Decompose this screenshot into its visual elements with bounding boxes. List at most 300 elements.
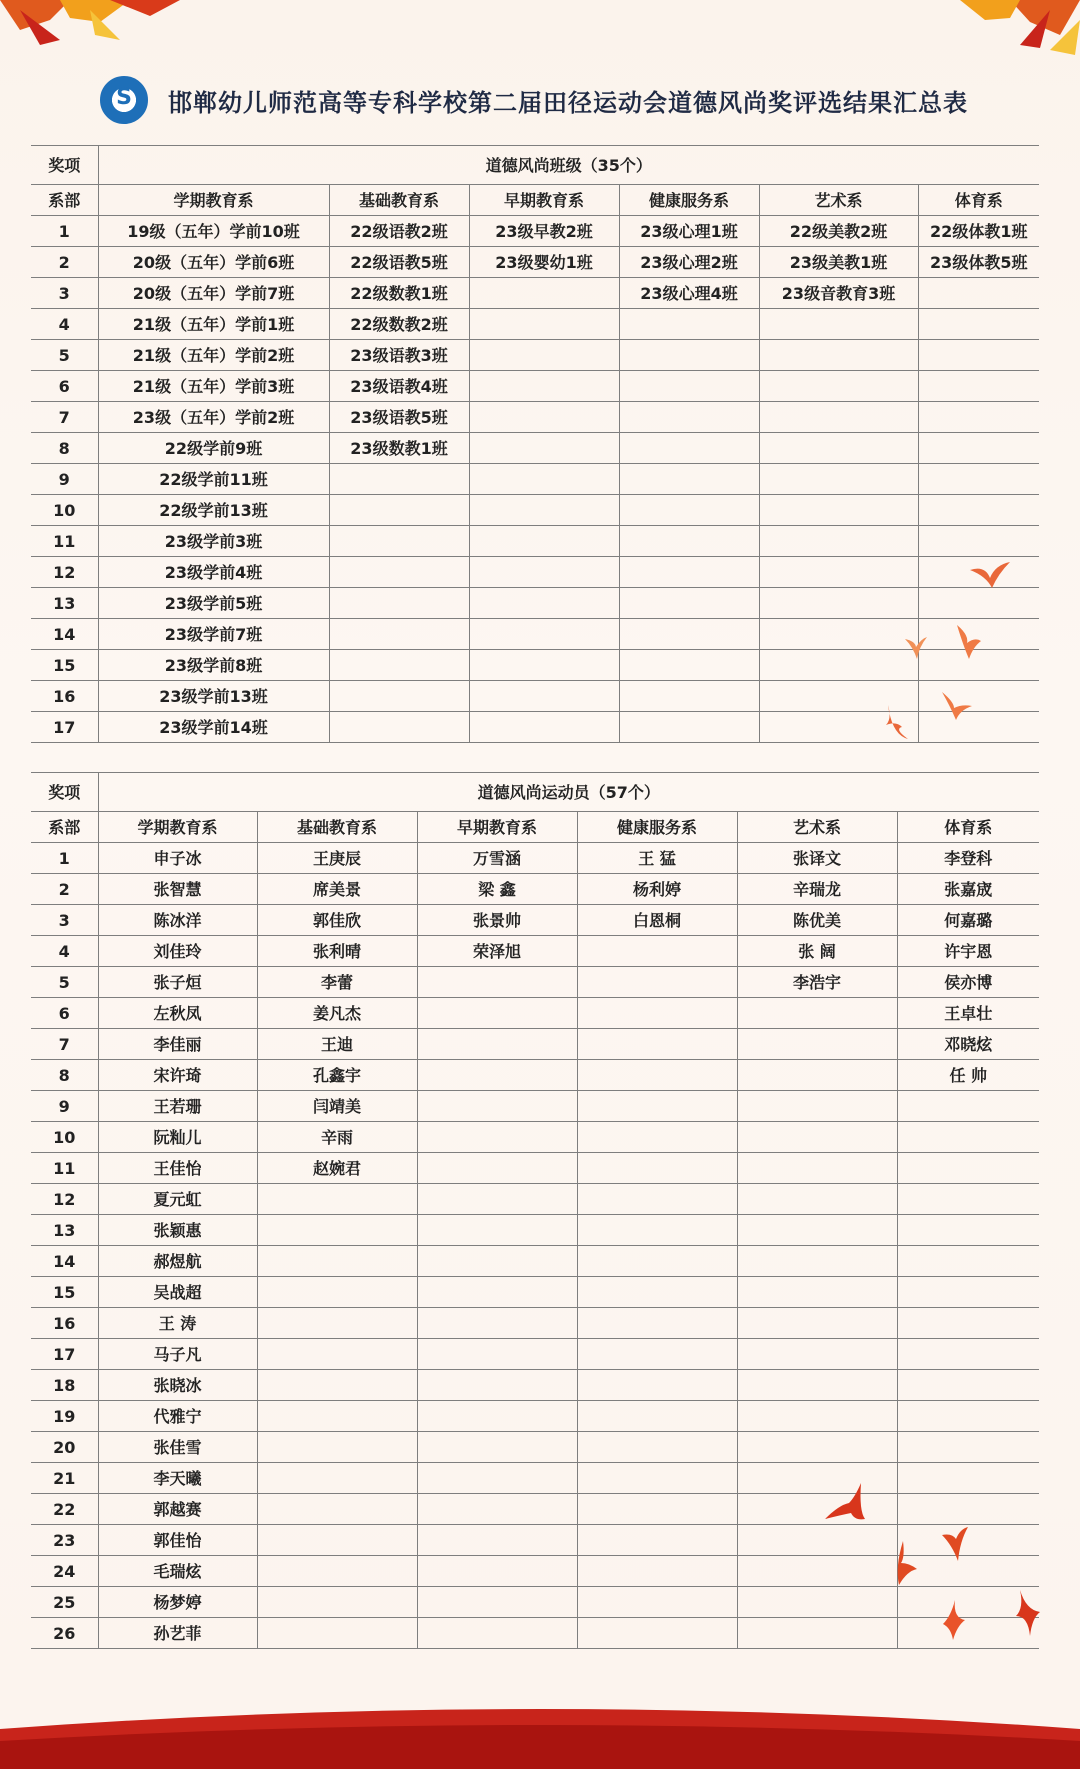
table-cell: 荣泽旭: [417, 936, 577, 967]
table-cell: [619, 650, 759, 681]
table-cell: 陈冰洋: [98, 905, 257, 936]
autumn-leaves-decoration: [0, 0, 200, 60]
table-cell: [737, 1618, 897, 1649]
table-cell: 21级（五年）学前2班: [98, 340, 329, 371]
table-cell: [737, 1122, 897, 1153]
table-cell: 22级数教1班: [329, 278, 469, 309]
table-cell: [577, 1370, 737, 1401]
bird-decoration: [970, 560, 1010, 590]
table-cell: [759, 340, 918, 371]
table-cell: 22级美教2班: [759, 216, 918, 247]
department-label: 系部: [31, 185, 98, 216]
department-header: 艺术系: [737, 812, 897, 843]
table-cell: [329, 619, 469, 650]
table-cell: [619, 619, 759, 650]
table-cell: [619, 309, 759, 340]
table-cell: [737, 1525, 897, 1556]
table-cell: 23级学前4班: [98, 557, 329, 588]
bird-decoration: [893, 1541, 919, 1585]
table-cell: 20级（五年）学前6班: [98, 247, 329, 278]
table-cell: [897, 1277, 1039, 1308]
table-cell: [329, 495, 469, 526]
table-cell: [469, 371, 619, 402]
table-cell: 王 猛: [577, 843, 737, 874]
table-cell: 杨梦婷: [98, 1587, 257, 1618]
table-cell: 张智慧: [98, 874, 257, 905]
department-header: 早期教育系: [469, 185, 619, 216]
bird-decoration: [942, 1527, 968, 1561]
table-row: [31, 278, 1039, 309]
award-label: 奖项: [31, 146, 98, 185]
table-cell: 23级学前8班: [98, 650, 329, 681]
table-row: [31, 1091, 1039, 1122]
table-cell: 邓晓炫: [897, 1029, 1039, 1060]
row-number: 2: [31, 247, 98, 278]
table-cell: 万雪涵: [417, 843, 577, 874]
table-cell: [577, 1091, 737, 1122]
table-cell: 22级语教5班: [329, 247, 469, 278]
row-number: 20: [31, 1432, 98, 1463]
table-cell: 任 帅: [897, 1060, 1039, 1091]
table-cell: [577, 1618, 737, 1649]
table-cell: 张 阔: [737, 936, 897, 967]
table-row: [31, 464, 1039, 495]
row-number: 5: [31, 340, 98, 371]
table-cell: 王卓壮: [897, 998, 1039, 1029]
table-cell: 张译文: [737, 843, 897, 874]
athlete-award-table: [31, 772, 1039, 1649]
row-number: 12: [31, 557, 98, 588]
row-number: 6: [31, 371, 98, 402]
row-number: 13: [31, 1215, 98, 1246]
table-cell: [759, 464, 918, 495]
table-cell: [577, 936, 737, 967]
row-number: 23: [31, 1525, 98, 1556]
table-row: [31, 1432, 1039, 1463]
table-cell: 王佳怡: [98, 1153, 257, 1184]
table-row: [31, 1277, 1039, 1308]
table-cell: 23级婴幼1班: [469, 247, 619, 278]
table-cell: 张颖惠: [98, 1215, 257, 1246]
table-row: [31, 216, 1039, 247]
table-cell: [257, 1277, 417, 1308]
table-cell: [737, 1587, 897, 1618]
table-cell: [759, 495, 918, 526]
table-cell: 22级学前9班: [98, 433, 329, 464]
table-cell: 22级数教2班: [329, 309, 469, 340]
table-cell: [469, 619, 619, 650]
row-number: 8: [31, 433, 98, 464]
department-header: 体育系: [897, 812, 1039, 843]
table-cell: [577, 1556, 737, 1587]
table-cell: 许宇恩: [897, 936, 1039, 967]
table-cell: [759, 588, 918, 619]
table-cell: [918, 309, 1039, 340]
table-cell: 白恩桐: [577, 905, 737, 936]
row-number: 7: [31, 1029, 98, 1060]
table-cell: 23级早教2班: [469, 216, 619, 247]
bird-decoration: [825, 1483, 869, 1523]
table-cell: 张景帅: [417, 905, 577, 936]
table-cell: [577, 1401, 737, 1432]
row-number: 17: [31, 712, 98, 743]
table-cell: 李天曦: [98, 1463, 257, 1494]
table-cell: [329, 588, 469, 619]
table-cell: [737, 1153, 897, 1184]
table-cell: [897, 1494, 1039, 1525]
table-cell: [417, 1091, 577, 1122]
table-cell: [619, 433, 759, 464]
table-cell: [257, 1339, 417, 1370]
class-award-table: [31, 145, 1039, 743]
row-number: 7: [31, 402, 98, 433]
table-cell: [897, 1246, 1039, 1277]
table-cell: [417, 967, 577, 998]
row-number: 10: [31, 1122, 98, 1153]
table-cell: 闫靖美: [257, 1091, 417, 1122]
table-cell: [897, 1308, 1039, 1339]
table-cell: [577, 1184, 737, 1215]
table-cell: 郭佳怡: [98, 1525, 257, 1556]
table-cell: [737, 1029, 897, 1060]
table-row: [31, 843, 1039, 874]
table-cell: [469, 433, 619, 464]
table-cell: 23级语教5班: [329, 402, 469, 433]
table-cell: 23级数教1班: [329, 433, 469, 464]
table-row: [31, 1153, 1039, 1184]
table-cell: [469, 712, 619, 743]
table-row: [31, 1556, 1039, 1587]
table-cell: 毛瑞炫: [98, 1556, 257, 1587]
table-cell: [759, 557, 918, 588]
table-cell: [619, 402, 759, 433]
table-cell: 李登科: [897, 843, 1039, 874]
table-row: [31, 1122, 1039, 1153]
table-cell: [417, 1060, 577, 1091]
row-number: 26: [31, 1618, 98, 1649]
table-cell: [469, 557, 619, 588]
table-row: [31, 1618, 1039, 1649]
table-cell: [577, 1029, 737, 1060]
table-cell: 23级学前13班: [98, 681, 329, 712]
row-number: 3: [31, 278, 98, 309]
table-cell: 马子凡: [98, 1339, 257, 1370]
table-cell: [417, 1122, 577, 1153]
table-cell: [759, 619, 918, 650]
table-row: [31, 998, 1039, 1029]
table-cell: 刘佳玲: [98, 936, 257, 967]
department-header: 学期教育系: [98, 185, 329, 216]
row-number: 11: [31, 526, 98, 557]
row-number: 2: [31, 874, 98, 905]
table-cell: 郭佳欣: [257, 905, 417, 936]
table-cell: [417, 1401, 577, 1432]
department-header: 学期教育系: [98, 812, 257, 843]
table-cell: [257, 1215, 417, 1246]
table-cell: [329, 712, 469, 743]
table-cell: [737, 1184, 897, 1215]
table-cell: 22级体教1班: [918, 216, 1039, 247]
row-number: 15: [31, 650, 98, 681]
table-row: [31, 1463, 1039, 1494]
table-cell: 23级学前7班: [98, 619, 329, 650]
table-cell: 王若珊: [98, 1091, 257, 1122]
bird-decoration: [940, 690, 974, 720]
row-number: 16: [31, 681, 98, 712]
table-cell: [737, 1556, 897, 1587]
table-cell: [577, 1463, 737, 1494]
row-number: 4: [31, 309, 98, 340]
table-row: [31, 619, 1039, 650]
table-row: [31, 247, 1039, 278]
table-cell: 19级（五年）学前10班: [98, 216, 329, 247]
table-row: [31, 1401, 1039, 1432]
table-cell: [737, 1060, 897, 1091]
table-cell: [469, 309, 619, 340]
table-cell: [257, 1494, 417, 1525]
table-cell: 申子冰: [98, 843, 257, 874]
table-cell: 23级学前5班: [98, 588, 329, 619]
table-cell: [577, 1153, 737, 1184]
bird-decoration: [882, 705, 910, 739]
table-cell: [329, 681, 469, 712]
table-row: [31, 1308, 1039, 1339]
table-cell: 23级学前14班: [98, 712, 329, 743]
table-row: [31, 874, 1039, 905]
table-cell: [257, 1401, 417, 1432]
department-header: 基础教育系: [329, 185, 469, 216]
table-cell: [417, 1029, 577, 1060]
table-cell: [619, 464, 759, 495]
table-cell: [897, 1370, 1039, 1401]
table-cell: [577, 1525, 737, 1556]
table-row: [31, 1060, 1039, 1091]
row-number: 25: [31, 1587, 98, 1618]
table-cell: [469, 278, 619, 309]
row-number: 9: [31, 464, 98, 495]
table-cell: 23级学前3班: [98, 526, 329, 557]
table-cell: 李浩宇: [737, 967, 897, 998]
table-cell: [619, 526, 759, 557]
table-cell: [257, 1246, 417, 1277]
table-cell: [918, 402, 1039, 433]
table-cell: 张子烜: [98, 967, 257, 998]
table-row: [31, 1339, 1039, 1370]
table-row: [31, 905, 1039, 936]
table-cell: [918, 526, 1039, 557]
table-cell: [577, 967, 737, 998]
table-cell: 23级心理1班: [619, 216, 759, 247]
table-cell: [417, 1432, 577, 1463]
award-title: 道德风尚班级（35个）: [98, 146, 1039, 185]
table-row: [31, 1587, 1039, 1618]
table-cell: 吴战超: [98, 1277, 257, 1308]
table-row: [31, 967, 1039, 998]
table-cell: [329, 464, 469, 495]
table-cell: [577, 998, 737, 1029]
table-cell: [417, 998, 577, 1029]
table-cell: [577, 1060, 737, 1091]
table-row: [31, 1184, 1039, 1215]
table-cell: [897, 1432, 1039, 1463]
award-title: 道德风尚运动员（57个）: [98, 773, 1039, 812]
table-cell: 20级（五年）学前7班: [98, 278, 329, 309]
table-cell: [737, 1339, 897, 1370]
table-cell: 22级语教2班: [329, 216, 469, 247]
row-number: 5: [31, 967, 98, 998]
table-cell: [417, 1556, 577, 1587]
table-row: [31, 309, 1039, 340]
table-cell: [619, 371, 759, 402]
table-cell: [329, 526, 469, 557]
table-cell: 孙艺菲: [98, 1618, 257, 1649]
department-label: 系部: [31, 812, 98, 843]
row-number: 14: [31, 1246, 98, 1277]
department-header: 健康服务系: [577, 812, 737, 843]
table-cell: 张晓冰: [98, 1370, 257, 1401]
row-number: 18: [31, 1370, 98, 1401]
row-number: 12: [31, 1184, 98, 1215]
table-cell: [737, 998, 897, 1029]
table-cell: 宋许琦: [98, 1060, 257, 1091]
table-cell: [897, 1122, 1039, 1153]
table-row: [31, 588, 1039, 619]
table-cell: [619, 712, 759, 743]
table-cell: [577, 1339, 737, 1370]
table-cell: [918, 588, 1039, 619]
row-number: 13: [31, 588, 98, 619]
table-cell: [759, 309, 918, 340]
table-cell: [737, 1215, 897, 1246]
table-cell: 23级（五年）学前2班: [98, 402, 329, 433]
table-cell: [577, 1308, 737, 1339]
table-row: [31, 526, 1039, 557]
table-cell: 23级心理2班: [619, 247, 759, 278]
table-cell: [737, 1494, 897, 1525]
department-header: 早期教育系: [417, 812, 577, 843]
table-cell: [469, 681, 619, 712]
table-cell: [417, 1494, 577, 1525]
table-cell: [897, 1463, 1039, 1494]
table-cell: 22级学前11班: [98, 464, 329, 495]
bird-decoration: [1010, 1590, 1040, 1636]
table-cell: 22级学前13班: [98, 495, 329, 526]
table-cell: 席美景: [257, 874, 417, 905]
table-cell: [329, 557, 469, 588]
table-cell: [759, 402, 918, 433]
table-cell: [417, 1277, 577, 1308]
table-cell: 21级（五年）学前1班: [98, 309, 329, 340]
row-number: 1: [31, 216, 98, 247]
row-number: 8: [31, 1060, 98, 1091]
bird-decoration: [935, 1600, 965, 1640]
table-cell: 姜凡杰: [257, 998, 417, 1029]
table-cell: [897, 1339, 1039, 1370]
department-header: 健康服务系: [619, 185, 759, 216]
row-number: 19: [31, 1401, 98, 1432]
table-cell: [759, 650, 918, 681]
table-cell: [417, 1370, 577, 1401]
table-cell: [257, 1308, 417, 1339]
table-cell: [918, 681, 1039, 712]
bird-decoration: [905, 635, 927, 659]
row-number: 15: [31, 1277, 98, 1308]
table-cell: 23级心理4班: [619, 278, 759, 309]
school-logo-icon: [100, 76, 148, 124]
row-number: 10: [31, 495, 98, 526]
table-cell: [417, 1184, 577, 1215]
table-cell: 张利晴: [257, 936, 417, 967]
row-number: 24: [31, 1556, 98, 1587]
award-label: 奖项: [31, 773, 98, 812]
table-cell: [737, 1401, 897, 1432]
table-cell: [257, 1432, 417, 1463]
row-number: 4: [31, 936, 98, 967]
table-cell: 王庚辰: [257, 843, 417, 874]
department-header: 基础教育系: [257, 812, 417, 843]
table-cell: [329, 650, 469, 681]
table-cell: 辛瑞龙: [737, 874, 897, 905]
table-cell: [469, 526, 619, 557]
table-cell: [737, 1277, 897, 1308]
table-cell: 王 涛: [98, 1308, 257, 1339]
table-cell: [918, 495, 1039, 526]
table-cell: [417, 1246, 577, 1277]
table-cell: [469, 402, 619, 433]
table-cell: [619, 588, 759, 619]
table-cell: 李蕾: [257, 967, 417, 998]
table-cell: 陈优美: [737, 905, 897, 936]
table-row: [31, 557, 1039, 588]
department-header: 体育系: [918, 185, 1039, 216]
table-cell: [257, 1184, 417, 1215]
table-cell: 王迪: [257, 1029, 417, 1060]
table-cell: [897, 1153, 1039, 1184]
row-number: 16: [31, 1308, 98, 1339]
table-cell: 赵婉君: [257, 1153, 417, 1184]
table-row: [31, 371, 1039, 402]
table-cell: [619, 557, 759, 588]
table-cell: 阮籼儿: [98, 1122, 257, 1153]
table-cell: [417, 1525, 577, 1556]
table-row: [31, 1494, 1039, 1525]
table-cell: [918, 278, 1039, 309]
table-cell: [257, 1370, 417, 1401]
table-cell: [577, 1215, 737, 1246]
table-cell: 23级语教3班: [329, 340, 469, 371]
table-cell: [577, 1587, 737, 1618]
table-cell: [257, 1587, 417, 1618]
table-cell: [577, 1494, 737, 1525]
row-number: 11: [31, 1153, 98, 1184]
table-cell: [469, 464, 619, 495]
table-row: [31, 433, 1039, 464]
table-cell: 23级体教5班: [918, 247, 1039, 278]
table-cell: [417, 1463, 577, 1494]
row-number: 17: [31, 1339, 98, 1370]
table-cell: 郭越赛: [98, 1494, 257, 1525]
row-number: 21: [31, 1463, 98, 1494]
table-cell: 张佳雪: [98, 1432, 257, 1463]
table-row: [31, 495, 1039, 526]
table-cell: [897, 1215, 1039, 1246]
table-cell: 23级音教育3班: [759, 278, 918, 309]
table-cell: 代雅宁: [98, 1401, 257, 1432]
table-cell: [918, 371, 1039, 402]
row-number: 3: [31, 905, 98, 936]
table-cell: 夏元虹: [98, 1184, 257, 1215]
bird-decoration: [955, 625, 983, 659]
